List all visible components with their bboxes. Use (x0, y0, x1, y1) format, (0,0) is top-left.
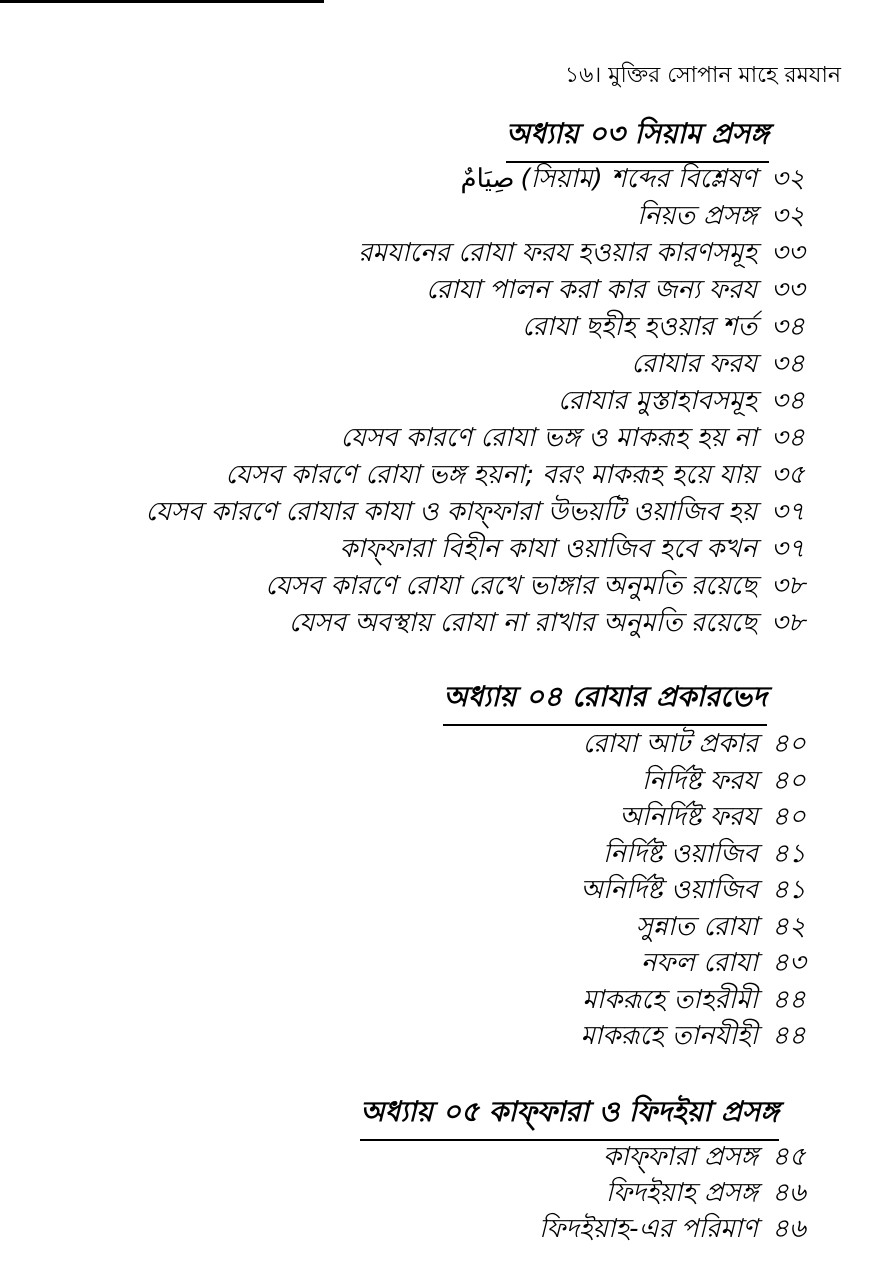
toc-entry-page: ৩৪ (771, 386, 805, 416)
chapter-heading-05: অধ্যায় ০৫ কাফ্ফারা ও ফিদইয়া প্রসঙ্গ (360, 1090, 779, 1141)
toc-entry-title: রোযা ছহীহ হওয়ার শর্ত (521, 312, 757, 342)
toc-entry[interactable] (580, 726, 869, 763)
toc-entry-title: ফিদইয়াহ-এর পরিমাণ (539, 1214, 758, 1244)
top-rule (0, 0, 324, 3)
toc-entry[interactable] (580, 763, 869, 800)
toc-entry-title: রোযার মুস্তাহাবসমূহ (557, 386, 757, 416)
toc-entry[interactable] (145, 457, 869, 494)
toc-entry-page: ৩৮ (771, 608, 805, 638)
toc-entry-page: ৪০ (772, 765, 806, 796)
toc-entry[interactable] (145, 531, 869, 568)
toc-entry[interactable] (539, 1211, 869, 1247)
toc-entry-title: صِيَامٌ (সিয়াম) শব্দের বিশ্লেষণ (460, 164, 757, 194)
toc-entry-page: ৪৩ (772, 948, 806, 978)
toc-entry-page: ৩২ (771, 201, 805, 231)
toc-entry[interactable] (145, 605, 869, 642)
toc-entry[interactable] (580, 799, 869, 836)
toc-entry-title: নফল রোযা (640, 948, 758, 978)
toc-entry-title: নির্দিষ্ট ওয়াজিব (602, 838, 758, 869)
toc-entry-title: যেসব অবস্থায় রোযা না রাখার অনুমতি রয়েছে (288, 608, 757, 638)
toc-entry-title: অনির্দিষ্ট ফরয (619, 802, 758, 832)
toc-entry[interactable] (539, 1139, 869, 1175)
toc-entry[interactable] (580, 1018, 869, 1055)
toc-entry[interactable] (145, 346, 869, 383)
toc-entry-page: ৩৪ (771, 349, 805, 379)
toc-entry[interactable] (145, 161, 869, 198)
toc-entry[interactable] (580, 982, 869, 1019)
toc-entry-title: যেসব কারণে রোযার কাযা ও কাফ্ফারা উভয়টি ওয়াজিব হয় (145, 497, 757, 527)
toc-entry[interactable] (145, 198, 869, 235)
toc-entry[interactable] (145, 568, 869, 605)
toc-entry-title: নিয়ত প্রসঙ্গ (637, 201, 757, 231)
toc-entry-page: ৩৪ (771, 312, 805, 342)
toc-entry-page: ৩৮ (771, 571, 805, 601)
toc-entry-title: রমযানের রোযা ফরয হওয়ার কারণসমূহ (358, 238, 757, 268)
toc-entry[interactable] (580, 945, 869, 982)
toc-entry-title: কাফ্ফারা বিহীন কাযা ওয়াজিব হবে কখন (339, 534, 757, 564)
toc-entry[interactable] (539, 1175, 869, 1211)
toc-entry-title: ফিদইয়াহ প্রসঙ্গ (605, 1178, 758, 1208)
toc-list-chapter-03 (145, 161, 869, 642)
toc-entry-page: ৪৬ (772, 1178, 806, 1208)
toc-entry-page: ৩৪ (771, 423, 805, 453)
chapter-heading-03: অধ্যায় ০৩ সিয়াম প্রসঙ্গ (506, 112, 769, 163)
toc-entry-title: রোযার ফরয (631, 349, 757, 379)
toc-entry[interactable] (580, 909, 869, 946)
toc-entry-page: ৪৪ (772, 984, 806, 1015)
arabic-word: صِيَامٌ (460, 164, 515, 194)
running-header: ১৬। মুক্তির সোপান মাহে রমযান (564, 63, 841, 88)
toc-entry[interactable] (145, 420, 869, 457)
toc-entry-title: সুন্নাত রোযা (635, 911, 758, 942)
toc-entry-page: ৪১ (772, 875, 806, 905)
toc-entry-page: ৪৫ (772, 1142, 806, 1172)
toc-entry-page: ৪১ (772, 838, 806, 869)
toc-entry[interactable] (145, 494, 869, 531)
toc-entry-page: ৩৭ (771, 534, 805, 564)
toc-entry-page: ৩৩ (771, 275, 805, 305)
toc-entry-title: কাফ্ফারা প্রসঙ্গ (603, 1142, 758, 1172)
toc-entry-page: ৪৬ (772, 1214, 806, 1244)
toc-entry-title: রোযা পালন করা কার জন্য ফরয (426, 275, 757, 305)
toc-entry[interactable] (580, 836, 869, 873)
toc-entry-page: ৪০ (772, 729, 806, 759)
toc-entry-title: যেসব কারণে রোযা রেখে ভাঙ্গার অনুমতি রয়েছে (265, 571, 757, 601)
toc-entry[interactable] (145, 235, 869, 272)
toc-entry-title: রোযা আট প্রকার (582, 729, 758, 759)
toc-entry-title: মাকরূহে তানযীহী (580, 1021, 758, 1051)
chapter-heading-04: অধ্যায় ০৪ রোযার প্রকারভেদ (443, 675, 767, 726)
toc-list-chapter-04 (580, 726, 869, 1055)
toc-list-chapter-05 (539, 1139, 869, 1247)
toc-entry-title: অনির্দিষ্ট ওয়াজিব (580, 875, 758, 905)
toc-entry-page: ৪০ (772, 802, 806, 832)
toc-entry-title: যেসব কারণে রোযা ভঙ্গ ও মাকরূহ হয় না (340, 423, 757, 453)
toc-entry-title: নির্দিষ্ট ফরয (641, 765, 758, 796)
toc-entry-page: ৪২ (772, 911, 806, 942)
toc-entry-page: ৪৪ (772, 1021, 806, 1051)
toc-entry[interactable] (145, 272, 869, 309)
toc-entry-title: যেসব কারণে রোযা ভঙ্গ হয়না; বরং মাকরূহ হয়ে যায় (225, 460, 757, 490)
toc-entry-page: ৩২ (771, 164, 805, 194)
toc-entry-page: ৩৭ (771, 497, 805, 527)
toc-entry[interactable] (145, 383, 869, 420)
toc-entry-page: ৩৫ (771, 460, 805, 490)
toc-entry-page: ৩৩ (771, 238, 805, 268)
toc-entry[interactable] (580, 872, 869, 909)
toc-entry[interactable] (145, 309, 869, 346)
toc-entry-title: মাকরূহে তাহরীমী (582, 984, 758, 1015)
